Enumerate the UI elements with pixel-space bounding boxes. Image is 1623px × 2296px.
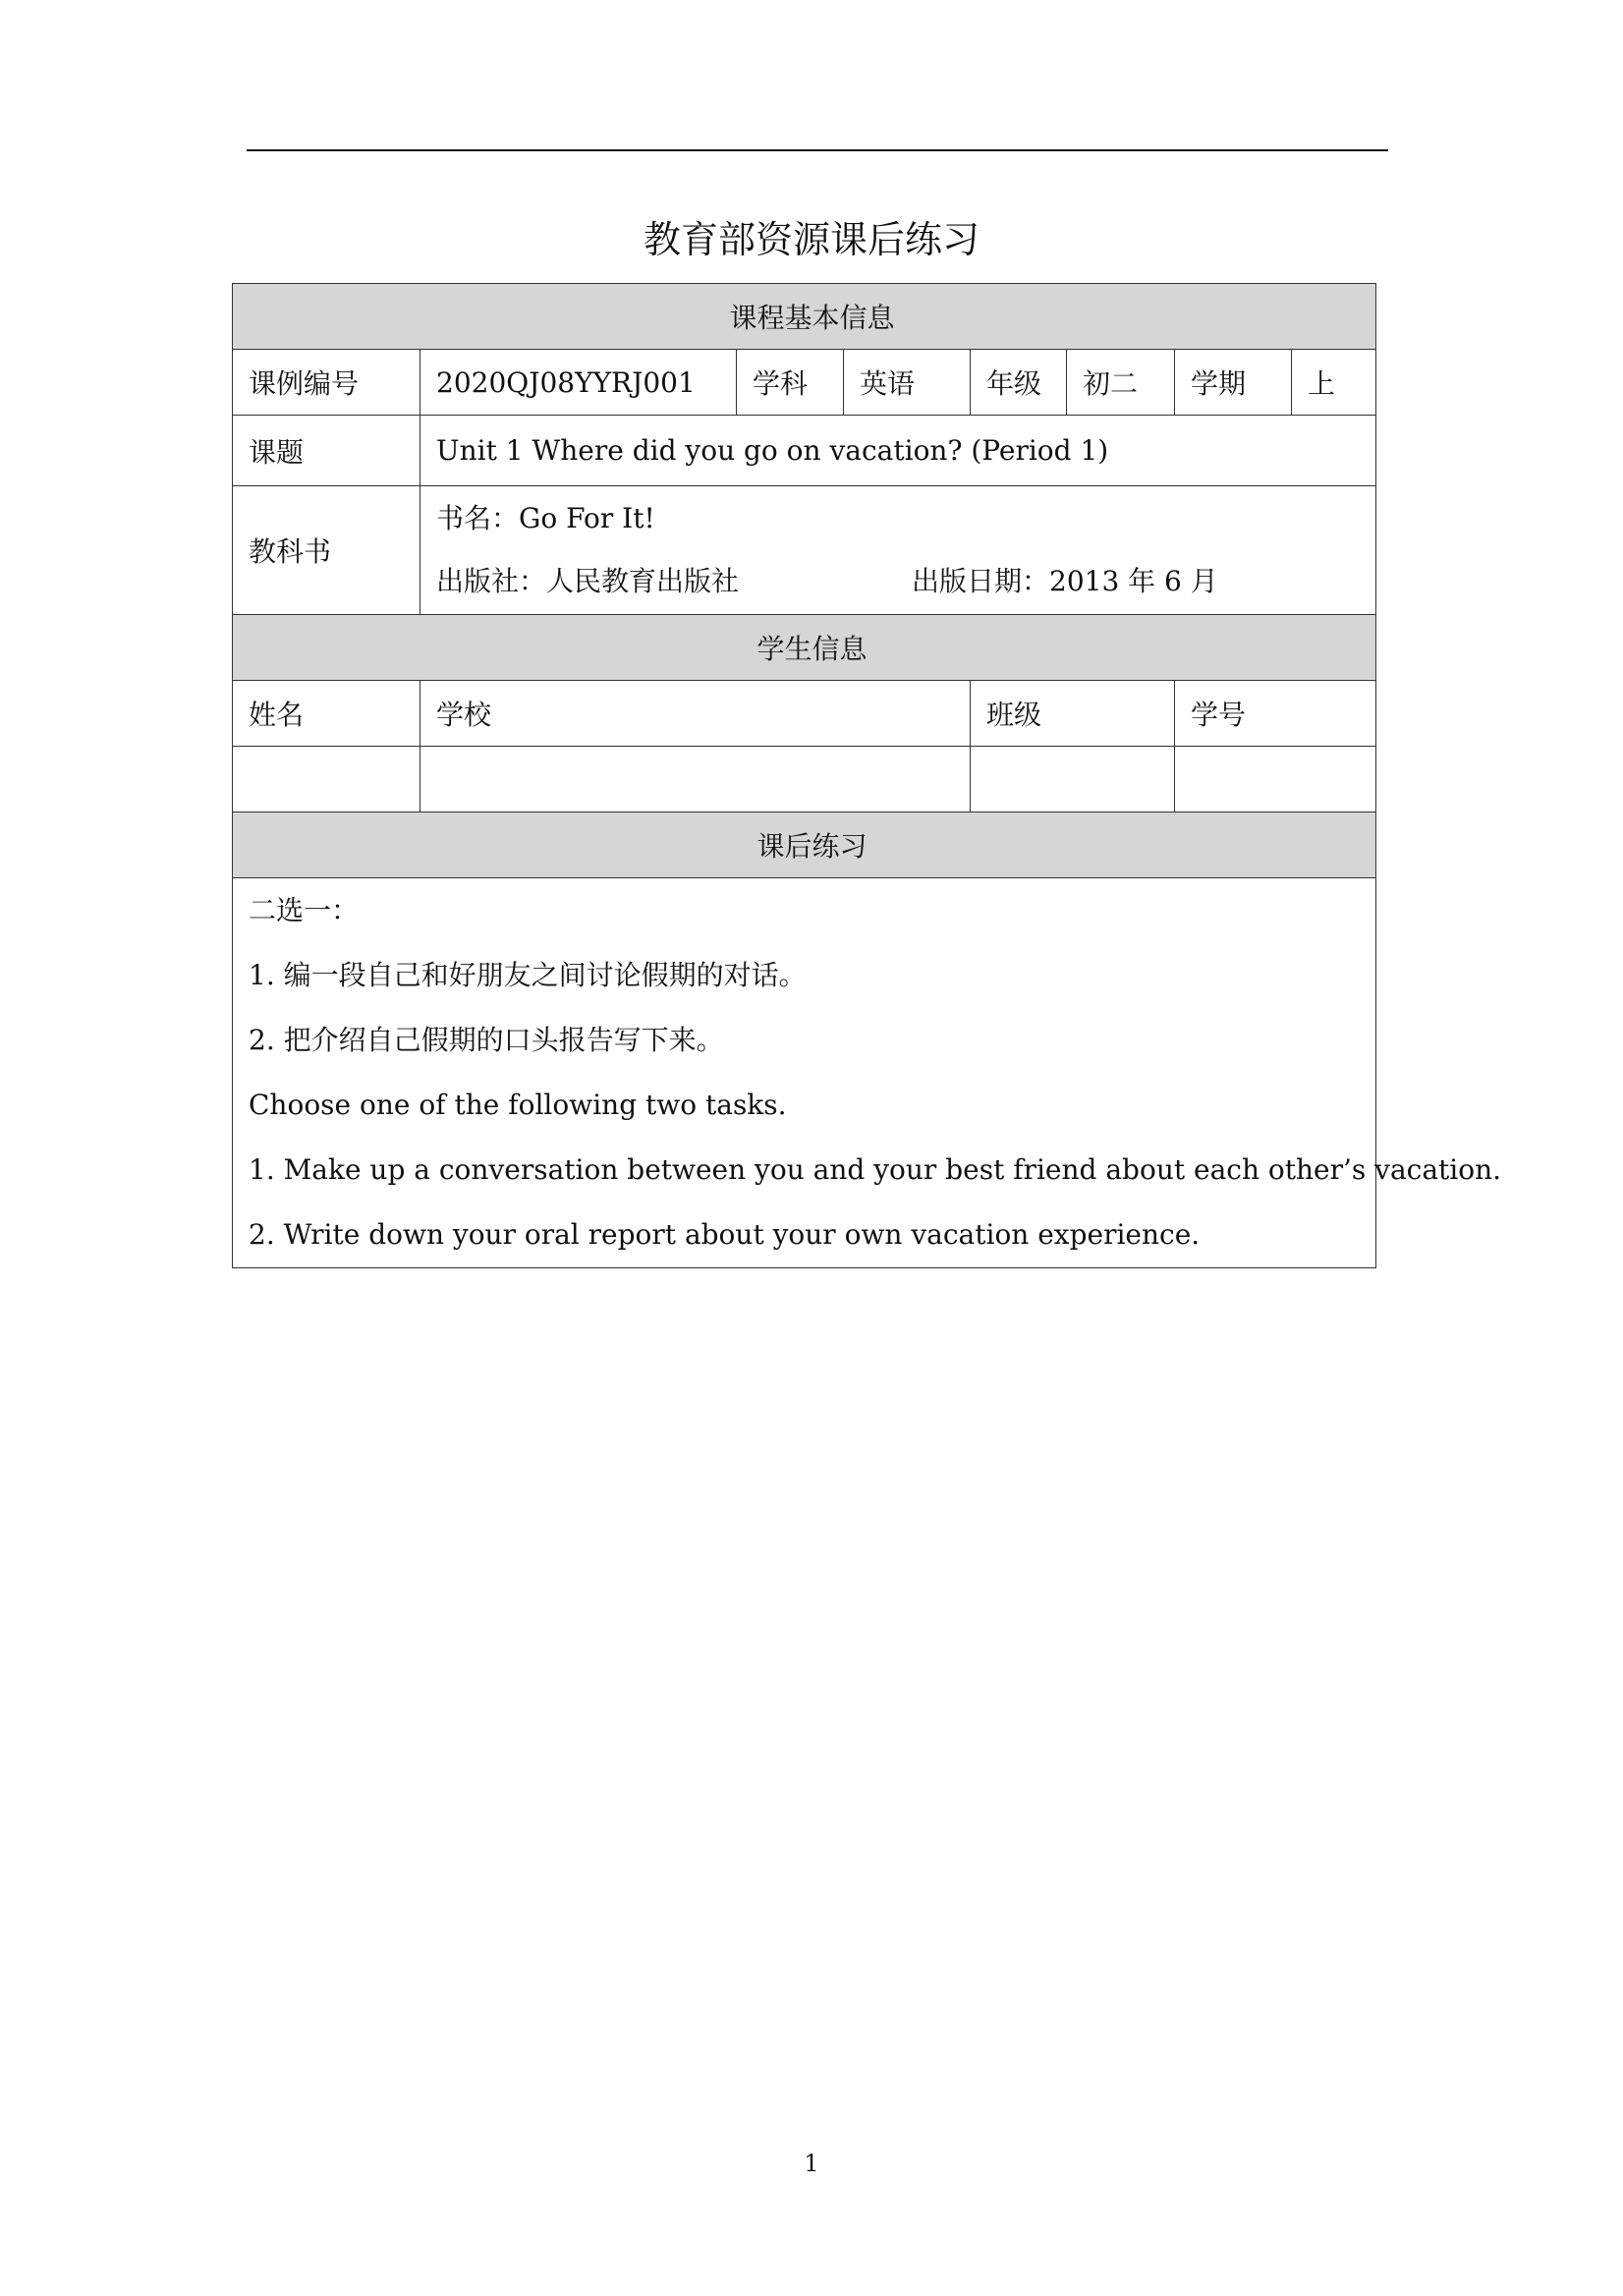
publisher-line [436, 550, 1375, 613]
class-label: 班级 [971, 681, 1175, 747]
grade-label: 年级 [971, 350, 1067, 416]
student-info-header: 学生信息 [233, 615, 1376, 681]
class-field[interactable] [971, 747, 1175, 812]
publish-date: 出版日期：2013 年 6 月 [912, 565, 1218, 597]
school-label: 学校 [420, 681, 971, 747]
name-label: 姓名 [233, 681, 420, 747]
textbook-row [233, 486, 1376, 615]
textbook-label: 教科书 [233, 486, 420, 615]
topic-label: 课题 [233, 416, 420, 486]
subject-value: 英语 [844, 350, 971, 416]
student-info-header-row [233, 615, 1376, 681]
exercise-content [233, 878, 1502, 1268]
header-rule [247, 149, 1388, 151]
student-no-label: 学号 [1175, 681, 1376, 747]
page-title: 教育部资源课后练习 [643, 218, 979, 261]
course-meta-row [233, 350, 1376, 416]
term-value: 上 [1292, 350, 1376, 416]
topic-row [233, 416, 1376, 486]
textbook-details [420, 486, 1376, 615]
student-label-row [233, 681, 1376, 747]
case-no-label: 课例编号 [233, 350, 420, 416]
name-field[interactable] [233, 747, 420, 812]
exercise-line: 1. Make up a conversation between you and your best friend about each other’s vacation. [249, 1153, 1502, 1186]
term-label: 学期 [1175, 350, 1292, 416]
page-number: 1 [804, 2150, 819, 2177]
case-no-value: 2020QJ08YYRJ001 [420, 350, 737, 416]
exercise-header: 课后练习 [233, 812, 1376, 878]
exercise-line: 2. 把介绍自己假期的口头报告写下来。 [249, 1024, 724, 1056]
student-no-field[interactable] [1175, 747, 1376, 812]
book-name: 书名：Go For It! [436, 502, 655, 534]
exercise-line: 1. 编一段自己和好朋友之间讨论假期的对话。 [249, 959, 807, 991]
info-table [232, 283, 1502, 1268]
school-field[interactable] [420, 747, 971, 812]
topic-value: Unit 1 Where did you go on vacation? (Period 1) [420, 416, 1376, 486]
publisher: 出版社：人民教育出版社 [436, 565, 740, 597]
exercise-header-row [233, 812, 1376, 878]
course-info-header-row [233, 284, 1376, 350]
subject-label: 学科 [737, 350, 844, 416]
exercise-line: 二选一： [249, 894, 360, 926]
exercise-row [233, 878, 1376, 1268]
student-input-row [233, 747, 1376, 812]
exercise-line: 2. Write down your oral report about your own vacation experience. [249, 1218, 1201, 1251]
grade-value: 初二 [1067, 350, 1175, 416]
exercise-line: Choose one of the following two tasks. [249, 1089, 787, 1121]
course-info-header: 课程基本信息 [233, 284, 1376, 350]
